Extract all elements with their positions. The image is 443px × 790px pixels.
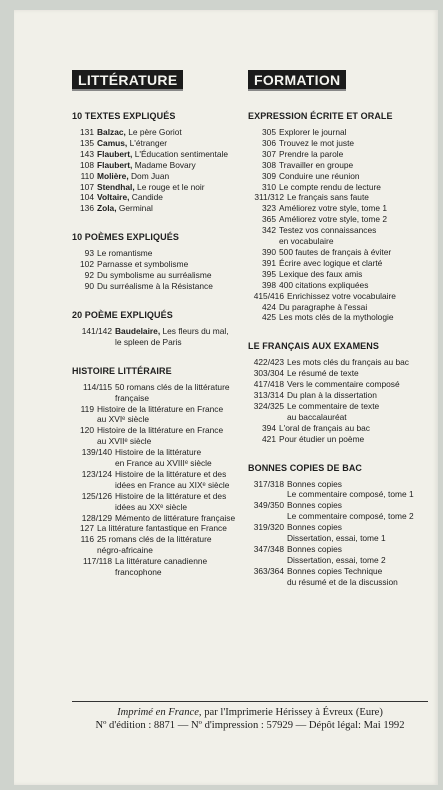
section-title: LE FRANÇAIS AUX EXAMENS bbox=[248, 341, 379, 352]
author-name: Baudelaire, bbox=[115, 325, 161, 336]
catalog-title: Le résumé de texte bbox=[287, 368, 359, 379]
catalog-title-wrap bbox=[287, 357, 438, 368]
section-gap bbox=[72, 214, 252, 224]
catalog-entry bbox=[72, 248, 252, 259]
catalog-title-wrap bbox=[97, 160, 252, 171]
catalog-title-wrap bbox=[279, 149, 438, 160]
catalog-list bbox=[72, 127, 252, 214]
catalog-entry bbox=[248, 258, 438, 269]
catalog-title: Mémento de littérature française bbox=[115, 512, 236, 523]
catalog-title: Germinal bbox=[118, 203, 153, 214]
catalog-title-wrap bbox=[97, 248, 252, 259]
author-name: Flaubert, bbox=[97, 148, 133, 159]
catalog-entry bbox=[72, 127, 252, 138]
author-name: Zola, bbox=[97, 203, 117, 214]
literature-header: LITTÉRATURE bbox=[72, 70, 183, 91]
catalog-title: Lexique des faux amis bbox=[279, 268, 363, 279]
catalog-number: 119 bbox=[80, 403, 94, 414]
catalog-title: 400 citations expliquées bbox=[279, 279, 369, 290]
catalog-title-wrap bbox=[97, 138, 252, 149]
catalog-number: 136 bbox=[80, 203, 94, 214]
catalog-title: Bonnes copies Dissertation, essai, tome 2 bbox=[287, 544, 386, 565]
catalog-title-wrap bbox=[115, 382, 252, 404]
catalog-number: 317/318 bbox=[253, 478, 284, 489]
catalog-number: 395 bbox=[262, 268, 276, 279]
catalog-title: Travailler en groupe bbox=[279, 159, 354, 170]
catalog-title: Le français sans faute bbox=[287, 192, 369, 203]
catalog-number: 120 bbox=[80, 425, 94, 436]
catalog-entry bbox=[248, 203, 438, 214]
catalog-title-wrap bbox=[115, 513, 252, 524]
catalog-list bbox=[248, 357, 438, 444]
catalog-entry bbox=[72, 534, 252, 556]
catalog-number: 305 bbox=[262, 127, 276, 137]
catalog-entry bbox=[248, 423, 438, 434]
author-name: Voltaire, bbox=[97, 192, 130, 203]
catalog-title: Dom Juan bbox=[130, 170, 170, 181]
catalog-entry bbox=[248, 160, 438, 171]
catalog-number: 421 bbox=[262, 433, 276, 444]
catalog-number: 347/348 bbox=[253, 544, 284, 554]
catalog-list bbox=[72, 326, 252, 348]
catalog-title-wrap bbox=[287, 500, 438, 522]
catalog-title-wrap bbox=[97, 171, 252, 182]
catalog-entry bbox=[72, 171, 252, 182]
section-title: EXPRESSION ÉCRITE ET ORALE bbox=[248, 111, 393, 121]
section-title: BONNES COPIES DE BAC bbox=[248, 462, 363, 473]
catalog-number: 365 bbox=[262, 214, 276, 225]
catalog-entry bbox=[248, 500, 438, 522]
catalog-title-wrap bbox=[115, 326, 252, 348]
catalog-number: 114/115 bbox=[82, 381, 112, 392]
catalog-title: Vers le commentaire composé bbox=[287, 379, 400, 390]
catalog-title-wrap bbox=[287, 522, 438, 544]
catalog-title-wrap bbox=[97, 149, 252, 160]
catalog-list bbox=[248, 479, 438, 588]
catalog-number: 102 bbox=[80, 259, 94, 270]
catalog-entry bbox=[248, 544, 438, 566]
section-title: 10 POÈMES EXPLIQUÉS bbox=[72, 232, 179, 243]
catalog-entry bbox=[72, 149, 252, 160]
catalog-title-wrap bbox=[97, 404, 252, 426]
author-name: Molière, bbox=[97, 170, 129, 181]
catalog-number: 131 bbox=[80, 127, 94, 137]
catalog-number: 90 bbox=[84, 280, 94, 291]
catalog-title-wrap bbox=[287, 192, 438, 203]
catalog-number: 92 bbox=[84, 270, 94, 281]
catalog-title: Histoire de la littérature et des idées en France au XIXᵉ siècle bbox=[115, 468, 230, 490]
catalog-title: Du surréalisme à la Résistance bbox=[97, 280, 213, 291]
catalog-title: Améliorez votre style, tome 2 bbox=[279, 214, 387, 225]
catalog-title-wrap bbox=[279, 247, 438, 258]
catalog-title: Le rouge et le noir bbox=[137, 181, 205, 192]
catalog-title-wrap bbox=[279, 214, 438, 225]
catalog-title-wrap bbox=[287, 368, 438, 379]
catalog-entry bbox=[72, 469, 252, 491]
author-name: Balzac, bbox=[97, 127, 126, 137]
catalog-title-wrap bbox=[115, 556, 252, 578]
catalog-title: Le commentaire de texte au baccalauréat bbox=[287, 400, 380, 422]
catalog-title: Prendre la parole bbox=[279, 148, 344, 159]
catalog-entry bbox=[248, 171, 438, 182]
catalog-number: 394 bbox=[262, 422, 276, 433]
catalog-entry bbox=[248, 247, 438, 258]
formation-header: FORMATION bbox=[248, 70, 346, 91]
catalog-title-wrap bbox=[279, 269, 438, 280]
catalog-number: 93 bbox=[84, 248, 94, 259]
catalog-entry bbox=[72, 281, 252, 292]
printing-imprint bbox=[72, 701, 428, 732]
section-title: 20 POÈME EXPLIQUÉS bbox=[72, 309, 173, 320]
catalog-title-wrap bbox=[97, 523, 252, 534]
catalog-entry bbox=[72, 491, 252, 513]
catalog-number: 306 bbox=[262, 137, 276, 148]
catalog-title-wrap bbox=[97, 534, 252, 556]
catalog-entry bbox=[248, 192, 438, 203]
catalog-title-wrap bbox=[97, 127, 252, 138]
catalog-title: Histoire de la littérature et des idées au XXᵉ siècle bbox=[115, 490, 227, 512]
catalog-number: 123/124 bbox=[81, 468, 112, 479]
catalog-title-wrap bbox=[115, 469, 252, 491]
catalog-number: 424 bbox=[262, 301, 276, 312]
section-gap bbox=[248, 588, 438, 598]
section-title: HISTOIRE LITTÉRAIRE bbox=[72, 365, 172, 376]
catalog-entry bbox=[248, 127, 438, 138]
catalog-list bbox=[72, 382, 252, 578]
catalog-entry bbox=[248, 522, 438, 544]
catalog-number: 324/325 bbox=[253, 400, 284, 411]
catalog-title-wrap bbox=[279, 225, 438, 247]
catalog-entry bbox=[72, 556, 252, 578]
catalog-title: 500 fautes de français à éviter bbox=[279, 246, 392, 257]
catalog-title: Les mots clés de la mythologie bbox=[279, 312, 394, 323]
catalog-title-wrap bbox=[279, 160, 438, 171]
catalog-number: 107 bbox=[80, 181, 94, 192]
catalog-title-wrap bbox=[97, 259, 252, 270]
catalog-entry bbox=[248, 269, 438, 280]
catalog-title: 25 romans clés de la littérature négro-africaine bbox=[97, 534, 212, 556]
catalog-title: Le père Goriot bbox=[128, 127, 182, 137]
catalog-list bbox=[248, 127, 438, 323]
catalog-title-wrap bbox=[115, 491, 252, 513]
catalog-title-wrap bbox=[97, 182, 252, 193]
catalog-entry bbox=[248, 291, 438, 302]
catalog-title: Du paragraphe à l'essai bbox=[279, 301, 368, 312]
catalog-title: Histoire de la littérature en France au XVIᵉ siècle bbox=[97, 403, 224, 425]
catalog-title-wrap bbox=[97, 281, 252, 292]
catalog-entry bbox=[248, 138, 438, 149]
catalog-title-wrap bbox=[279, 434, 438, 445]
catalog-title-wrap bbox=[287, 401, 438, 423]
catalog-title-wrap bbox=[279, 182, 438, 193]
catalog-title-wrap bbox=[287, 479, 438, 501]
catalog-title: Bonnes copies Technique du résumé et de la discussion bbox=[287, 565, 398, 587]
catalog-entry bbox=[72, 138, 252, 149]
catalog-number: 311/312 bbox=[254, 192, 284, 203]
literature-column bbox=[72, 70, 252, 588]
catalog-entry bbox=[72, 259, 252, 270]
catalog-title: Bonnes copies Le commentaire composé, tome 2 bbox=[287, 500, 414, 522]
catalog-number: 319/320 bbox=[253, 522, 284, 533]
catalog-entry bbox=[248, 401, 438, 423]
catalog-entry bbox=[248, 280, 438, 291]
imprint-printer: par l'Imprimerie Hérissey à Évreux (Eure) bbox=[204, 707, 383, 718]
catalog-title-wrap bbox=[279, 423, 438, 434]
catalog-number: 309 bbox=[262, 170, 276, 181]
catalog-number: 425 bbox=[262, 312, 276, 323]
catalog-number: 308 bbox=[262, 159, 276, 170]
imprint-line-1 bbox=[72, 706, 428, 719]
catalog-title: Améliorez votre style, tome 1 bbox=[279, 203, 387, 214]
catalog-number: 303/304 bbox=[253, 368, 284, 379]
catalog-title: Le compte rendu de lecture bbox=[279, 181, 381, 192]
catalog-number: 104 bbox=[80, 192, 94, 203]
catalog-title-wrap bbox=[287, 544, 438, 566]
book-page bbox=[14, 10, 438, 785]
catalog-entry bbox=[72, 270, 252, 281]
catalog-number: 422/423 bbox=[253, 357, 284, 368]
catalog-title: La littérature canadienne francophone bbox=[115, 556, 208, 578]
catalog-entry bbox=[72, 192, 252, 203]
catalog-title-wrap bbox=[97, 192, 252, 203]
catalog-title: Bonnes copies Le commentaire composé, tome 1 bbox=[287, 478, 414, 500]
catalog-title-wrap bbox=[97, 425, 252, 447]
catalog-title: Les mots clés du français au bac bbox=[287, 357, 409, 368]
catalog-title-wrap bbox=[279, 171, 438, 182]
catalog-title: Du plan à la dissertation bbox=[287, 390, 377, 401]
catalog-entry bbox=[248, 390, 438, 401]
catalog-title: Pour étudier un poème bbox=[279, 433, 365, 444]
catalog-entry bbox=[248, 434, 438, 445]
catalog-title-wrap bbox=[279, 138, 438, 149]
catalog-title-wrap bbox=[287, 291, 438, 302]
catalog-title-wrap bbox=[287, 379, 438, 390]
catalog-number: 342 bbox=[262, 225, 276, 236]
catalog-number: 108 bbox=[80, 159, 94, 170]
catalog-title: Les fleurs du mal, le spleen de Paris bbox=[115, 325, 229, 347]
catalog-title-wrap bbox=[287, 390, 438, 401]
catalog-number: 391 bbox=[262, 257, 276, 268]
catalog-number: 390 bbox=[262, 246, 276, 257]
catalog-entry bbox=[248, 182, 438, 193]
catalog-title-wrap bbox=[287, 566, 438, 588]
catalog-number: 110 bbox=[80, 170, 94, 181]
catalog-title: Histoire de la littérature en France au XVIIᵉ siècle bbox=[97, 425, 224, 447]
catalog-entry bbox=[72, 326, 252, 348]
formation-column bbox=[248, 70, 438, 598]
catalog-title: L'oral de français au bac bbox=[279, 422, 370, 433]
catalog-entry bbox=[72, 404, 252, 426]
catalog-title: La littérature fantastique en France bbox=[97, 523, 227, 534]
catalog-title-wrap bbox=[279, 302, 438, 313]
catalog-title: Parnasse et symbolisme bbox=[97, 259, 189, 270]
catalog-entry bbox=[72, 182, 252, 193]
catalog-entry bbox=[248, 566, 438, 588]
catalog-title: Bonnes copies Dissertation, essai, tome 1 bbox=[287, 522, 386, 544]
catalog-title: Candide bbox=[131, 192, 163, 203]
catalog-title: L'étranger bbox=[129, 137, 168, 148]
catalog-list bbox=[72, 248, 252, 292]
catalog-title: Enrichissez votre vocabulaire bbox=[287, 290, 396, 301]
catalog-title: Le romantisme bbox=[97, 248, 153, 259]
imprint-country: Imprimé en France, bbox=[117, 707, 202, 718]
catalog-number: 415/416 bbox=[253, 290, 284, 301]
catalog-title: L'Éducation sentimentale bbox=[134, 148, 229, 159]
catalog-number: 143 bbox=[80, 148, 94, 159]
author-name: Stendhal, bbox=[97, 181, 135, 192]
catalog-entry bbox=[72, 160, 252, 171]
section-gap bbox=[72, 348, 252, 358]
catalog-number: 313/314 bbox=[253, 390, 284, 401]
section-gap bbox=[248, 323, 438, 333]
catalog-title: Conduire une réunion bbox=[279, 170, 360, 181]
catalog-title: Écrire avec logique et clarté bbox=[279, 257, 383, 268]
imprint-line-2: Nº d'édition : 8871 — Nº d'impression : 57929 — Dépôt légal: Mai 1992 bbox=[95, 720, 405, 731]
catalog-title-wrap bbox=[279, 127, 438, 138]
catalog-title: Explorer le journal bbox=[279, 127, 347, 137]
formation-sections bbox=[248, 111, 438, 598]
catalog-entry bbox=[72, 523, 252, 534]
catalog-number: 417/418 bbox=[253, 379, 284, 390]
catalog-number: 323 bbox=[262, 203, 276, 214]
catalog-entry bbox=[248, 312, 438, 323]
catalog-title-wrap bbox=[279, 258, 438, 269]
catalog-number: 135 bbox=[80, 137, 94, 148]
catalog-entry bbox=[72, 203, 252, 214]
author-name: Flaubert, bbox=[97, 159, 133, 170]
catalog-number: 116 bbox=[80, 534, 94, 545]
catalog-entry bbox=[248, 149, 438, 160]
catalog-entry bbox=[248, 302, 438, 313]
catalog-title: Trouvez le mot juste bbox=[279, 137, 355, 148]
catalog-number: 398 bbox=[262, 279, 276, 290]
catalog-title: Madame Bovary bbox=[134, 159, 196, 170]
catalog-number: 127 bbox=[80, 523, 94, 534]
catalog-entry bbox=[248, 379, 438, 390]
catalog-title: Testez vos connaissances en vocabulaire bbox=[279, 225, 377, 247]
catalog-number: 125/126 bbox=[81, 490, 112, 501]
catalog-entry bbox=[248, 479, 438, 501]
section-gap bbox=[72, 292, 252, 302]
catalog-number: 349/350 bbox=[253, 500, 284, 511]
catalog-title: Du symbolisme au surréalisme bbox=[97, 270, 212, 281]
catalog-number: 139/140 bbox=[81, 447, 112, 458]
catalog-title-wrap bbox=[279, 280, 438, 291]
catalog-entry bbox=[248, 214, 438, 225]
catalog-entry bbox=[72, 425, 252, 447]
catalog-number: 117/118 bbox=[82, 556, 112, 567]
catalog-title-wrap bbox=[279, 203, 438, 214]
catalog-title-wrap bbox=[97, 270, 252, 281]
section-title: 10 TEXTES EXPLIQUÉS bbox=[72, 111, 176, 121]
catalog-title-wrap bbox=[115, 447, 252, 469]
catalog-number: 307 bbox=[262, 148, 276, 159]
section-gap bbox=[72, 578, 252, 588]
catalog-number: 128/129 bbox=[81, 512, 112, 523]
catalog-title-wrap bbox=[279, 312, 438, 323]
section-gap bbox=[248, 445, 438, 455]
catalog-entry bbox=[248, 368, 438, 379]
catalog-number: 141/142 bbox=[81, 325, 112, 336]
catalog-entry bbox=[72, 382, 252, 404]
author-name: Camus, bbox=[97, 137, 128, 148]
catalog-entry bbox=[248, 225, 438, 247]
catalog-number: 363/364 bbox=[253, 565, 284, 576]
catalog-entry bbox=[248, 357, 438, 368]
literature-sections bbox=[72, 111, 252, 588]
catalog-title: Histoire de la littérature en France au XVIIIᵉ siècle bbox=[115, 447, 212, 469]
catalog-entry bbox=[72, 513, 252, 524]
catalog-entry bbox=[72, 447, 252, 469]
catalog-title: 50 romans clés de la littérature française bbox=[115, 381, 230, 403]
catalog-title-wrap bbox=[97, 203, 252, 214]
catalog-number: 310 bbox=[262, 181, 276, 192]
